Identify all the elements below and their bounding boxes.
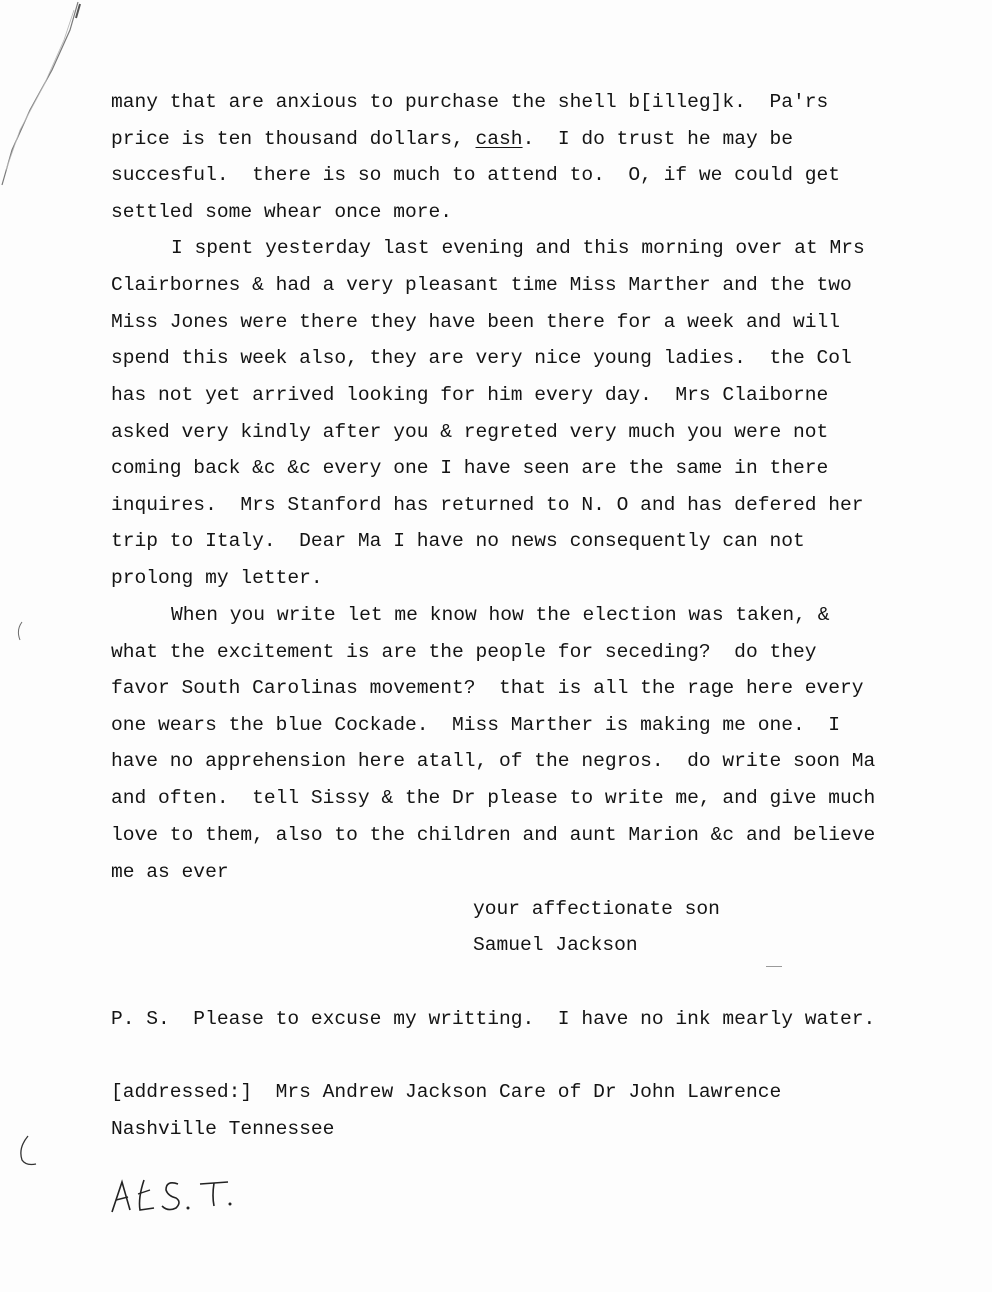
scan-edge-artifact bbox=[0, 0, 90, 190]
address-line: Nashville Tennessee bbox=[111, 1118, 335, 1140]
handwritten-annotation bbox=[108, 1170, 248, 1230]
letter-line: inquires. Mrs Stanford has returned to N. O and has defered her bbox=[111, 494, 864, 516]
underlined-word-cash: cash bbox=[475, 128, 523, 150]
letter-line: many that are anxious to purchase the shell b[illeg]k. Pa'rs bbox=[111, 91, 829, 113]
postscript: P. S. Please to excuse my writting. I have no ink mearly water. bbox=[111, 1008, 876, 1030]
letter-line: Miss Jones were there they have been there for a week and will bbox=[111, 311, 841, 333]
stray-mark bbox=[766, 966, 782, 967]
letter-line: Clairbornes & had a very pleasant time Miss Marther and the two bbox=[111, 274, 852, 296]
margin-mark bbox=[12, 620, 26, 642]
letter-line: me as ever bbox=[111, 861, 229, 883]
signature: Samuel Jackson bbox=[473, 934, 638, 956]
letter-line: what the excitement is are the people for seceding? do they bbox=[111, 641, 817, 663]
letter-line-part: price is ten thousand dollars, bbox=[111, 128, 476, 150]
closing: your affectionate son bbox=[473, 898, 720, 920]
letter-line: have no apprehension here atall, of the negros. do write soon Ma bbox=[111, 750, 876, 772]
letter-line: asked very kindly after you & regreted very much you were not bbox=[111, 421, 829, 443]
margin-mark bbox=[14, 1134, 38, 1168]
address-line: [addressed:] Mrs Andrew Jackson Care of Dr John Lawrence bbox=[111, 1081, 782, 1103]
paragraph-start-line: When you write let me know how the election was taken, & bbox=[171, 604, 830, 626]
letter-line: settled some whear once more. bbox=[111, 201, 452, 223]
letter-line: trip to Italy. Dear Ma I have no news consequently can not bbox=[111, 530, 805, 552]
letter-line: has not yet arrived looking for him every day. Mrs Claiborne bbox=[111, 384, 829, 406]
letter-line: succesful. there is so much to attend to. O, if we could get bbox=[111, 164, 841, 186]
letter-line-part: . I do trust he may be bbox=[522, 128, 794, 150]
letter-line: spend this week also, they are very nice young ladies. the Col bbox=[111, 347, 852, 369]
letter-line: love to them, also to the children and aunt Marion &c and believe bbox=[111, 824, 876, 846]
letter-line: prolong my letter. bbox=[111, 567, 323, 589]
letter-line: favor South Carolinas movement? that is all the rage here every bbox=[111, 677, 864, 699]
paragraph-start-line: I spent yesterday last evening and this morning over at Mrs bbox=[171, 237, 865, 259]
letter-line bbox=[111, 127, 793, 151]
letter-line: one wears the blue Cockade. Miss Marther is making me one. I bbox=[111, 714, 841, 736]
letter-line: coming back &c &c every one I have seen are the same in there bbox=[111, 457, 829, 479]
letter-line: and often. tell Sissy & the Dr please to write me, and give much bbox=[111, 787, 876, 809]
